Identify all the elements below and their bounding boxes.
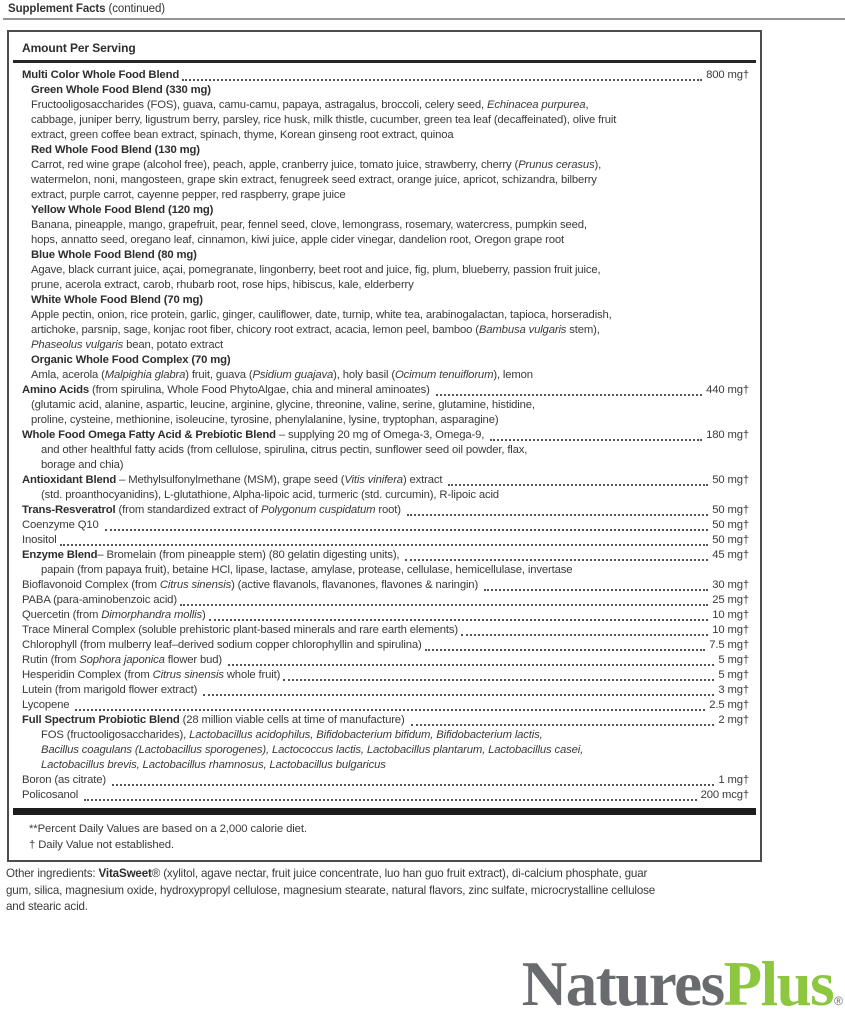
fact-row	[20, 188, 749, 203]
fact-text	[41, 563, 572, 578]
dotted-leader	[206, 608, 712, 623]
fact-amount: 50 mg†	[712, 474, 749, 486]
fact-text	[41, 743, 583, 758]
text-segment: Red Whole Food Blend (130 mg)	[31, 144, 200, 156]
fact-row	[20, 338, 749, 353]
dotted-leader	[404, 503, 711, 518]
fact-text	[22, 623, 458, 638]
fact-row	[20, 578, 749, 593]
fact-row	[20, 563, 749, 578]
fact-text	[22, 653, 225, 668]
fact-row	[20, 458, 749, 473]
fact-text	[31, 263, 601, 278]
fact-row	[20, 773, 749, 788]
text-segment: Trace Mineral Complex (soluble prehistoric plant-based minerals and rare earth elements)	[22, 624, 458, 636]
text-segment: Blue Whole Food Blend (80 mg)	[31, 249, 197, 261]
text-segment: Vitis vinifera	[344, 474, 403, 486]
dotted-leader	[177, 593, 711, 608]
footnote-not-established: † Daily Value not established.	[29, 838, 174, 851]
dotted-leader	[102, 518, 712, 533]
fact-row	[20, 623, 749, 638]
text-segment: – supplying 20 mg of Omega-3, Omega-9,	[275, 429, 488, 441]
fact-text	[22, 668, 280, 683]
text-segment: (from spirulina, Whole Food PhytoAlgae, chia and mineral aminoates)	[88, 384, 433, 396]
fact-row	[20, 83, 749, 98]
text-segment: proline, cysteine, methionine, isoleucine, tyrosine, phenylalanine, lysine, tryptophan, asparagine)	[31, 414, 499, 426]
text-segment: prune, acerola extract, carob, rhubarb root, rose hips, hibiscus, kale, elderberry	[31, 279, 414, 291]
text-segment: ) extract	[402, 474, 446, 486]
text-segment: Trans-Resveratrol	[22, 504, 116, 516]
text-segment: ,	[585, 99, 589, 111]
text-segment: Polygonum cuspidatum	[260, 504, 376, 516]
text-segment: ) fruit, guava (	[185, 369, 253, 381]
fact-row	[20, 353, 749, 368]
text-segment: (28 million viable cells at time of manufacture)	[179, 714, 408, 726]
fact-text	[31, 323, 600, 338]
text-segment: )	[201, 609, 206, 621]
fact-row	[20, 473, 749, 488]
text-segment: Lactobacillus brevis, Lactobacillus rhamnosus, Lactobacillus bulgaricus	[41, 759, 386, 771]
fact-text	[31, 98, 588, 113]
fact-text	[22, 773, 109, 788]
text-segment: hops, annatto seed, oregano leaf, cinnamon, kiwi juice, apple cider vinegar, dandelion root, Oregon grape root	[31, 234, 565, 246]
dotted-leader	[200, 683, 717, 698]
fact-row	[20, 68, 749, 83]
text-segment: artichoke, parsnip, sage, konjac root fiber, chicory root extract, acacia, lemon peel, bamboo (	[31, 324, 479, 336]
fact-amount: 10 mg†	[712, 624, 749, 636]
text-segment: cabbage, juniper berry, ligustrum berry, parsley, rice husk, milk thistle, cucumber, green tea leaf (decaffeinated), olive fruit	[31, 114, 617, 126]
text-segment: Citrus sinensis	[152, 669, 224, 681]
fact-row	[20, 323, 749, 338]
supplement-facts-panel	[7, 30, 762, 862]
text-segment: Ocimum tenuiflorum	[394, 369, 494, 381]
text-segment: Supplement Facts	[8, 3, 106, 15]
fact-text	[22, 608, 206, 623]
fact-text	[31, 293, 203, 308]
fact-amount: 200 mcg†	[700, 789, 749, 801]
fact-row	[20, 758, 749, 773]
text-segment: Inositol	[22, 534, 57, 546]
text-segment: Other ingredients:	[6, 867, 99, 880]
text-segment: whole fruit)	[223, 669, 281, 681]
text-segment: Lycopene	[22, 699, 73, 711]
other-ingredients-line	[6, 899, 758, 916]
other-ingredients-line	[6, 883, 758, 900]
other-ingredients	[6, 866, 758, 916]
text-segment: Full Spectrum Probiotic Blend	[22, 714, 180, 726]
fact-text	[31, 368, 533, 383]
text-segment: Chlorophyll (from mulberry leaf–derived sodium copper chlorophyllin and spirulina)	[22, 639, 422, 651]
fact-amount: 10 mg†	[712, 609, 749, 621]
fact-text	[31, 338, 223, 353]
dotted-leader	[179, 68, 705, 83]
fact-row	[20, 98, 749, 113]
text-segment: Citrus sinensis	[159, 579, 232, 591]
fact-row	[20, 518, 749, 533]
fact-text	[31, 218, 587, 233]
text-segment: PABA (para-aminobenzoic acid)	[22, 594, 177, 606]
text-segment: watermelon, noni, mangosteen, grape skin extract, fenugreek seed extract, orange juice, apricot, schizandra, bilberry	[31, 174, 597, 186]
text-segment: Echinacea purpurea	[487, 99, 586, 111]
text-segment: Banana, pineapple, mango, grapefruit, pear, fennel seed, clove, lemongrass, rosemary, watercress, pumpkin seed,	[31, 219, 587, 231]
text-segment: Lactobacillus acidophilus, Bifidobacterium bifidum, Bifidobacterium lactis,	[189, 729, 543, 741]
dotted-leader	[487, 428, 705, 443]
fact-row	[20, 593, 749, 608]
text-segment: Policosanol	[22, 789, 82, 801]
dotted-leader	[280, 668, 717, 683]
fact-row	[20, 113, 749, 128]
text-segment: Boron (as citrate)	[22, 774, 109, 786]
fact-row	[20, 158, 749, 173]
text-segment: – Bromelain (from pineapple stem) (80 gelatin digesting units),	[97, 549, 403, 561]
text-segment: Enzyme Blend	[22, 549, 98, 561]
fact-row	[20, 308, 749, 323]
fact-row	[20, 443, 749, 458]
dotted-leader	[81, 788, 699, 803]
text-segment: Quercetin (from	[22, 609, 102, 621]
dotted-leader	[57, 533, 712, 548]
text-segment: Antioxidant Blend	[22, 474, 117, 486]
text-segment: Multi Color Whole Food Blend	[22, 69, 180, 81]
fact-text	[22, 713, 408, 728]
fact-amount: 45 mg†	[712, 549, 749, 561]
text-segment: and other healthful fatty acids (from cellulose, spirulina, citrus pectin, sunflower seed oil powder, flax,	[41, 444, 528, 456]
logo-natures-text: Natures	[521, 949, 724, 1019]
dotted-leader	[408, 713, 718, 728]
header-rule	[13, 60, 756, 63]
dotted-leader	[422, 638, 709, 653]
text-segment: Psidium guajava	[252, 369, 334, 381]
fact-text	[31, 83, 211, 98]
dotted-leader	[109, 773, 717, 788]
fact-text	[31, 398, 535, 413]
text-segment: Sophora japonica	[79, 654, 165, 666]
text-segment: and stearic acid.	[6, 900, 88, 913]
fact-amount: 50 mg†	[712, 504, 749, 516]
dotted-leader	[433, 383, 705, 398]
text-segment: – Methylsulfonylmethane (MSM), grape seed (	[116, 474, 345, 486]
other-ingredients-line	[6, 866, 758, 883]
text-segment: ® (xylitol, agave nectar, fruit juice concentrate, luo han guo fruit extract), di-calcium phosphate, guar	[151, 867, 648, 880]
fact-text	[22, 578, 481, 593]
fact-text	[31, 353, 231, 368]
fact-row	[20, 218, 749, 233]
text-segment: gum, silica, magnesium oxide, hydroxypropyl cellulose, magnesium stearate, natural flavors, zinc sulfate, microcrystalline cellulose	[6, 883, 656, 897]
text-segment: (continued)	[105, 3, 165, 15]
text-segment: Lutein (from marigold flower extract)	[22, 684, 201, 696]
fact-row	[20, 608, 749, 623]
fact-text	[31, 113, 616, 128]
dotted-leader	[225, 653, 717, 668]
text-segment: stem),	[566, 324, 600, 336]
fact-amount: 30 mg†	[712, 579, 749, 591]
text-segment: Yellow Whole Food Blend (120 mg)	[31, 204, 214, 216]
text-segment: (from standardized extract of	[115, 504, 261, 516]
fact-text	[22, 548, 402, 563]
fact-row	[20, 233, 749, 248]
dotted-leader	[72, 698, 708, 713]
fact-text	[31, 413, 498, 428]
text-segment: Bambusa vulgaris	[478, 324, 567, 336]
footnotes	[20, 822, 749, 853]
text-segment: Hesperidin Complex (from	[22, 669, 153, 681]
fact-amount: 50 mg†	[712, 519, 749, 531]
text-segment: flower bud)	[164, 654, 225, 666]
fact-amount: 5 mg†	[718, 654, 749, 666]
text-segment: bean, potato extract	[123, 339, 223, 351]
fact-amount: 25 mg†	[712, 594, 749, 606]
fact-row	[20, 533, 749, 548]
fact-text	[22, 518, 102, 533]
fact-text	[22, 593, 177, 608]
fact-amount: 50 mg†	[712, 534, 749, 546]
text-segment: Coenzyme Q10	[22, 519, 102, 531]
dotted-leader	[481, 578, 711, 593]
text-segment: Whole Food Omega Fatty Acid & Prebiotic Blend	[22, 429, 276, 441]
fact-row	[20, 293, 749, 308]
text-segment: ) (active flavanols, flavanones, flavones & naringin)	[231, 579, 482, 591]
fact-row	[20, 713, 749, 728]
page-title	[8, 3, 165, 16]
facts-rows	[20, 68, 749, 803]
footnote-divider-bar	[13, 808, 756, 815]
naturesplus-logo	[521, 949, 843, 1019]
text-segment: ),	[594, 159, 602, 171]
dotted-leader	[458, 623, 711, 638]
fact-amount: 2.5 mg†	[709, 699, 749, 711]
text-segment: papain (from papaya fruit), betaine HCl, lipase, lactase, amylase, protease, cellulase, hemicellulase, invertase	[41, 564, 573, 576]
fact-text	[22, 683, 200, 698]
fact-text	[22, 383, 433, 398]
fact-text	[31, 143, 200, 158]
fact-row	[20, 203, 749, 218]
fact-text	[41, 443, 527, 458]
logo-plus-text: Plus	[723, 949, 834, 1019]
text-segment: Fructooligosaccharides (FOS), guava, camu-camu, papaya, astragalus, broccoli, celery seed,	[31, 99, 488, 111]
text-segment: (glutamic acid, alanine, aspartic, leucine, arginine, glycine, threonine, valine, serine, glutamine, histidine,	[31, 399, 535, 411]
fact-amount: 440 mg†	[706, 384, 749, 396]
fact-amount: 800 mg†	[706, 69, 749, 81]
fact-row	[20, 398, 749, 413]
text-segment: (std. proanthocyanidins), L-glutathione, Alpha-lipoic acid, turmeric (std. curcumin), R-lipoic acid	[41, 489, 499, 501]
fact-amount: 3 mg†	[718, 684, 749, 696]
text-segment: root)	[375, 504, 404, 516]
text-segment: ), lemon	[493, 369, 533, 381]
fact-row	[20, 278, 749, 293]
dotted-leader	[402, 548, 711, 563]
fact-text	[41, 728, 543, 743]
fact-row	[20, 143, 749, 158]
text-segment: Prunus cerasus	[518, 159, 595, 171]
fact-text	[22, 428, 487, 443]
fact-row	[20, 683, 749, 698]
fact-row	[20, 488, 749, 503]
fact-amount: 180 mg†	[706, 429, 749, 441]
title-divider	[3, 18, 845, 20]
dotted-leader	[445, 473, 711, 488]
registered-trademark-icon: ®	[834, 994, 843, 1008]
text-segment: borage and chia)	[41, 459, 124, 471]
text-segment: White Whole Food Blend (70 mg)	[31, 294, 203, 306]
fact-text	[22, 788, 81, 803]
text-segment: FOS (fructooligosaccharides),	[41, 729, 190, 741]
fact-text	[31, 308, 612, 323]
text-segment: Green Whole Food Blend (330 mg)	[31, 84, 211, 96]
fact-row	[20, 368, 749, 383]
fact-row	[20, 548, 749, 563]
fact-text	[31, 158, 601, 173]
text-segment: Amla, acerola (	[31, 369, 105, 381]
fact-row	[20, 383, 749, 398]
fact-text	[31, 233, 564, 248]
fact-row	[20, 788, 749, 803]
fact-amount: 2 mg†	[718, 714, 749, 726]
fact-row	[20, 638, 749, 653]
fact-row	[20, 503, 749, 518]
fact-text	[41, 458, 123, 473]
fact-row	[20, 698, 749, 713]
text-segment: Bioflavonoid Complex (from	[22, 579, 160, 591]
text-segment: Organic Whole Food Complex (70 mg)	[31, 354, 231, 366]
fact-text	[22, 533, 57, 548]
fact-row	[20, 173, 749, 188]
fact-row	[20, 413, 749, 428]
fact-text	[41, 488, 499, 503]
text-segment: Apple pectin, onion, rice protein, garlic, ginger, cauliflower, date, turnip, white tea, arabinogalactan, tapioca, horseradish,	[31, 309, 612, 321]
fact-text	[41, 758, 386, 773]
fact-amount: 7.5 mg†	[709, 639, 749, 651]
text-segment: Bacillus coagulans (Lactobacillus sporogenes), Lactococcus lactis, Lactobacillus plantarum, Lactobacillus casei,	[41, 744, 584, 756]
fact-text	[22, 698, 72, 713]
fact-row	[20, 128, 749, 143]
text-segment: VitaSweet	[98, 867, 152, 880]
fact-row	[20, 743, 749, 758]
fact-row	[20, 728, 749, 743]
amount-per-serving-header: Amount Per Serving	[22, 41, 136, 55]
text-segment: Rutin (from	[22, 654, 80, 666]
text-segment: Agave, black currant juice, açai, pomegranate, lingonberry, beet root and juice, fig, plum, blueberry, passion fruit juice,	[31, 264, 601, 276]
fact-text	[31, 173, 597, 188]
text-segment: Amino Acids	[22, 384, 89, 396]
fact-text	[31, 278, 414, 293]
text-segment: Malpighia glabra	[104, 369, 186, 381]
footnote-daily-values: **Percent Daily Values are based on a 2,000 calorie diet.	[29, 823, 307, 835]
fact-text	[22, 638, 422, 653]
fact-text	[22, 473, 445, 488]
text-segment: Phaseolus vulgaris	[31, 339, 124, 351]
text-segment: Dimorphandra mollis	[101, 609, 202, 621]
fact-text	[22, 68, 179, 83]
fact-row	[20, 248, 749, 263]
fact-text	[31, 248, 197, 263]
fact-amount: 5 mg†	[718, 669, 749, 681]
text-segment: Carrot, red wine grape (alcohol free), peach, apple, cranberry juice, tomato juice, strawberry, cherry (	[31, 159, 519, 171]
text-segment: extract, purple carrot, cayenne pepper, red raspberry, grape juice	[31, 189, 346, 201]
fact-row	[20, 263, 749, 278]
fact-text	[31, 203, 213, 218]
text-segment: extract, green coffee bean extract, spinach, thyme, Korean ginseng root extract, quinoa	[31, 129, 454, 141]
text-segment: ), holy basil (	[333, 369, 395, 381]
fact-row	[20, 668, 749, 683]
fact-amount: 1 mg†	[718, 774, 749, 786]
fact-row	[20, 653, 749, 668]
fact-row	[20, 428, 749, 443]
fact-text	[31, 128, 454, 143]
fact-text	[22, 503, 404, 518]
fact-text	[31, 188, 346, 203]
